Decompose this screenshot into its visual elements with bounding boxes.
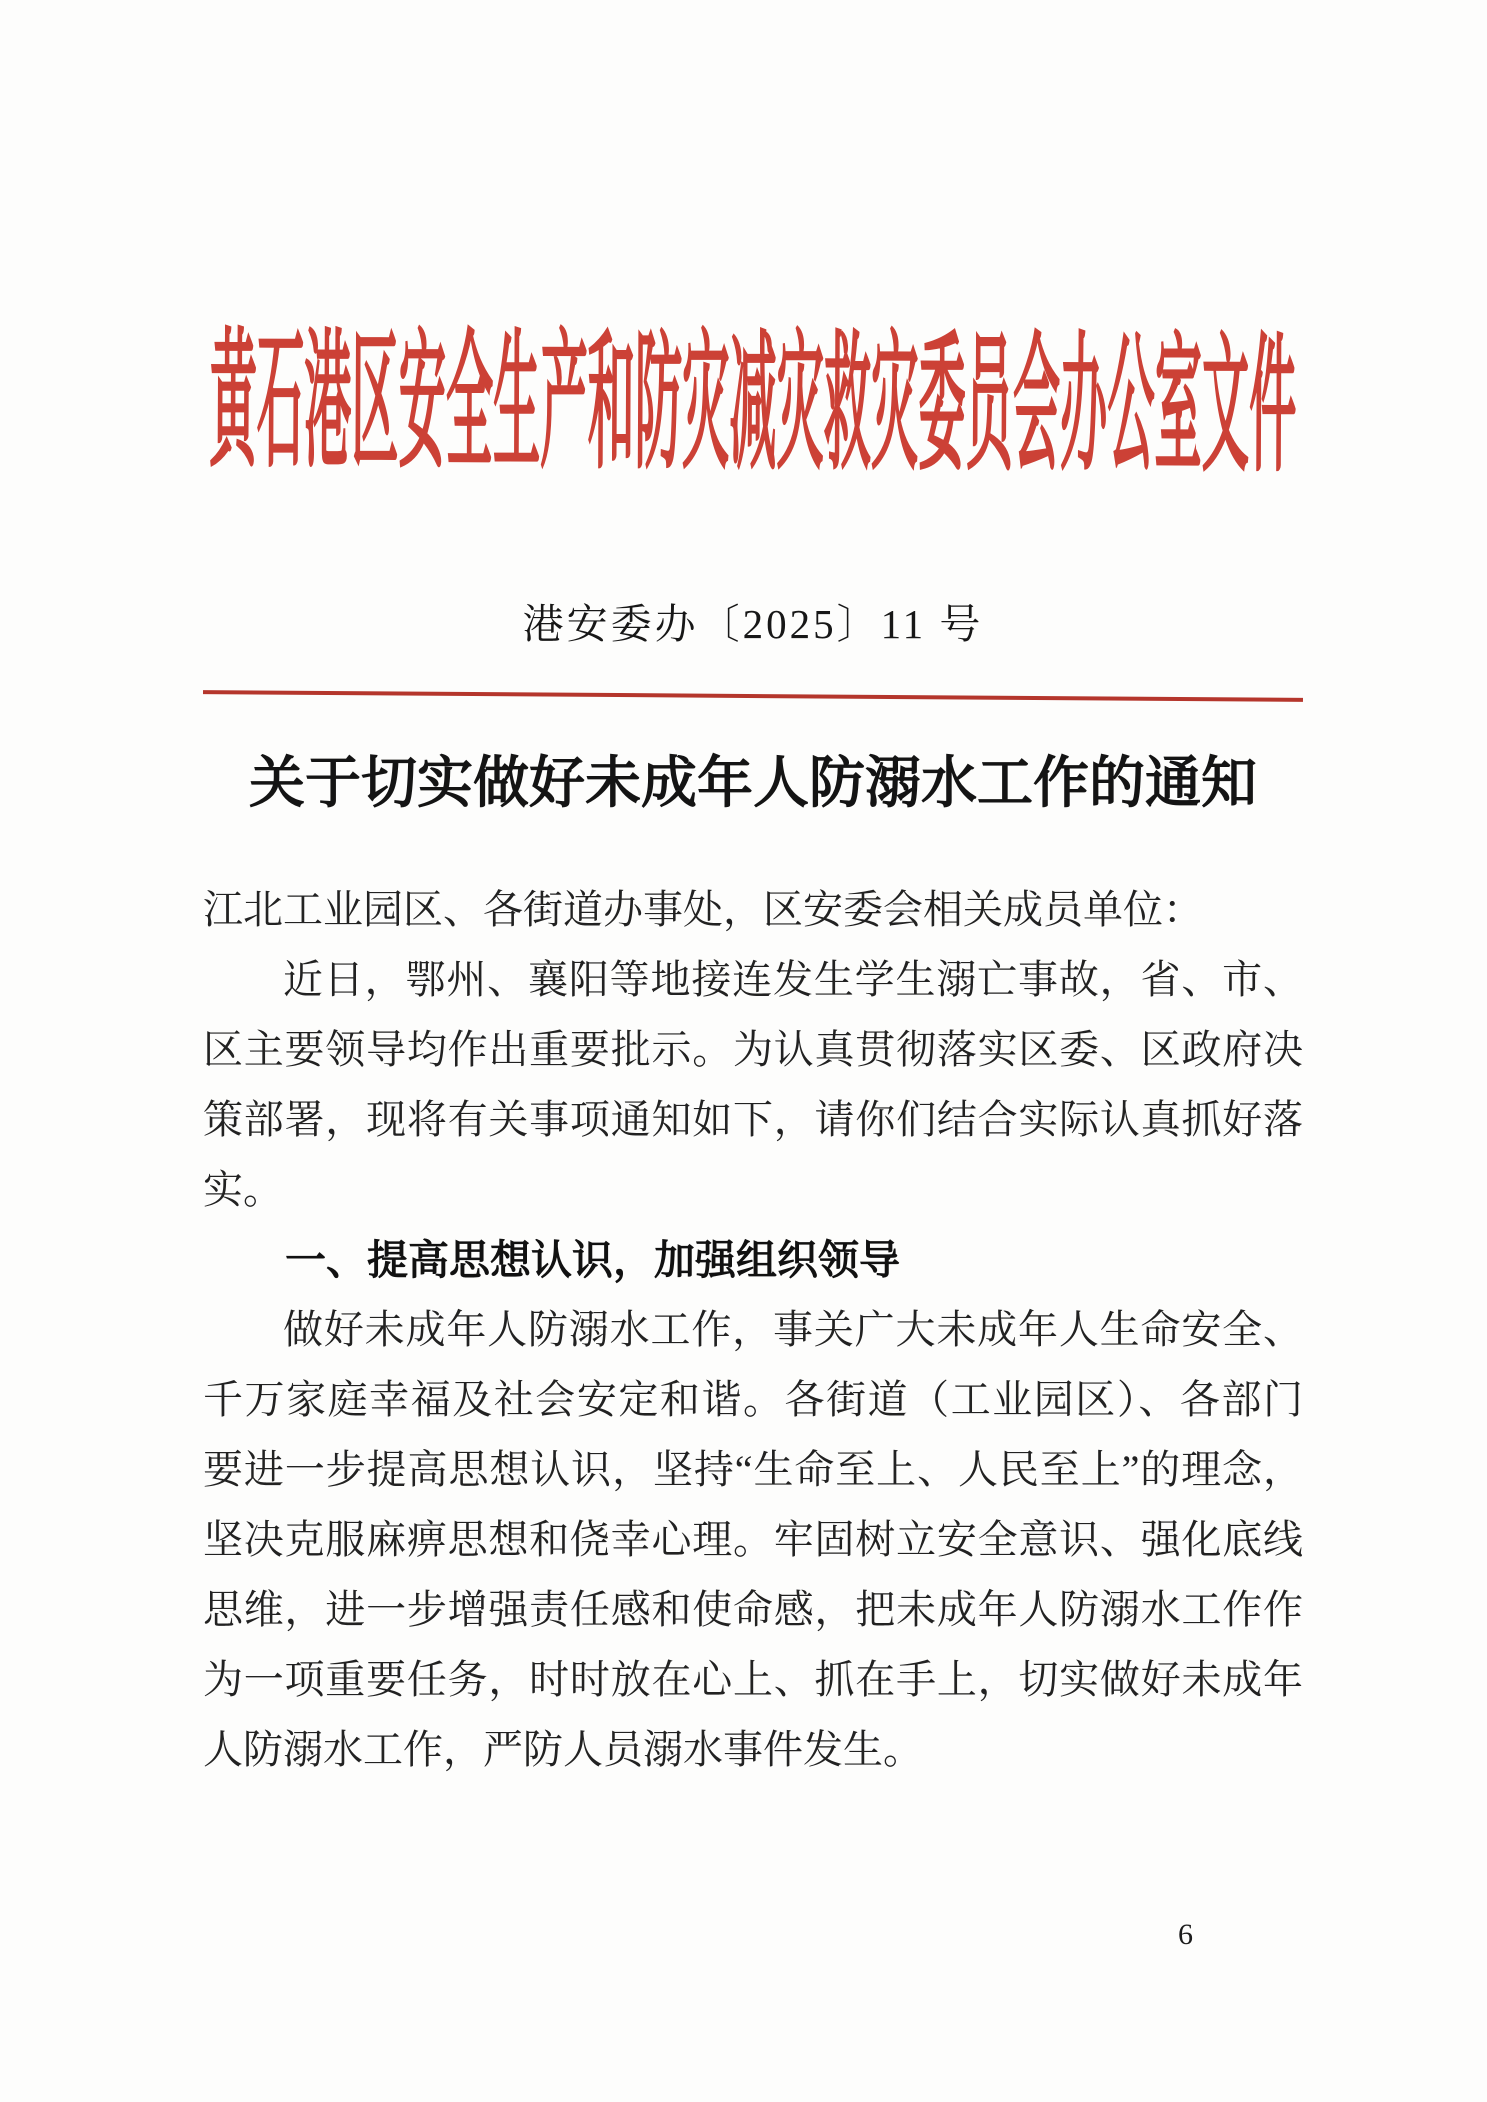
body-text-line: 实。 <box>203 1167 283 1212</box>
body-text-line: 千万家庭幸福及社会安定和谐。各街道（工业园区）、各部门 <box>203 1377 1303 1422</box>
red-divider-rule <box>203 690 1303 702</box>
body-text-line: 为一项重要任务，时时放在心上、抓在手上，切实做好未成年 <box>203 1657 1303 1702</box>
letterhead-banner <box>203 319 1304 491</box>
body-text-line: 策部署，现将有关事项通知如下，请你们结合实际认真抓好落 <box>203 1097 1303 1142</box>
body-text-line: 坚决克服麻痹思想和侥幸心理。牢固树立安全意识、强化底线 <box>203 1517 1303 1562</box>
body-text-line: 人防溺水工作，严防人员溺水事件发生。 <box>203 1727 923 1772</box>
body-heading-line: 一、提高思想认识，加强组织领导 <box>285 1237 900 1283</box>
body-text-line: 江北工业园区、各街道办事处，区安委会相关成员单位： <box>203 887 1203 932</box>
document-title: 关于切实做好未成年人防溺水工作的通知 <box>249 753 1257 815</box>
body-text-line: 区主要领导均作出重要批示。为认真贯彻落实区委、区政府决 <box>203 1027 1303 1072</box>
body-text-line: 要进一步提高思想认识，坚持“生命至上、人民至上”的理念， <box>203 1447 1303 1492</box>
letterhead-banner-title: 黄石港区安全生产和防灾减灾救灾委员会办公室文件 <box>209 319 1297 491</box>
page-number: 6 <box>1178 1918 1193 1951</box>
document-number: 港安委办〔2025〕11 号 <box>522 601 984 647</box>
body-text-line: 近日，鄂州、襄阳等地接连发生学生溺亡事故，省、市、 <box>283 957 1303 1002</box>
body-text-line: 思维，进一步增强责任感和使命感，把未成年人防溺水工作作 <box>203 1587 1303 1632</box>
document-body <box>203 875 1303 1785</box>
body-text-line: 做好未成年人防溺水工作，事关广大未成年人生命安全、 <box>283 1307 1303 1352</box>
document-content <box>203 0 1303 2102</box>
